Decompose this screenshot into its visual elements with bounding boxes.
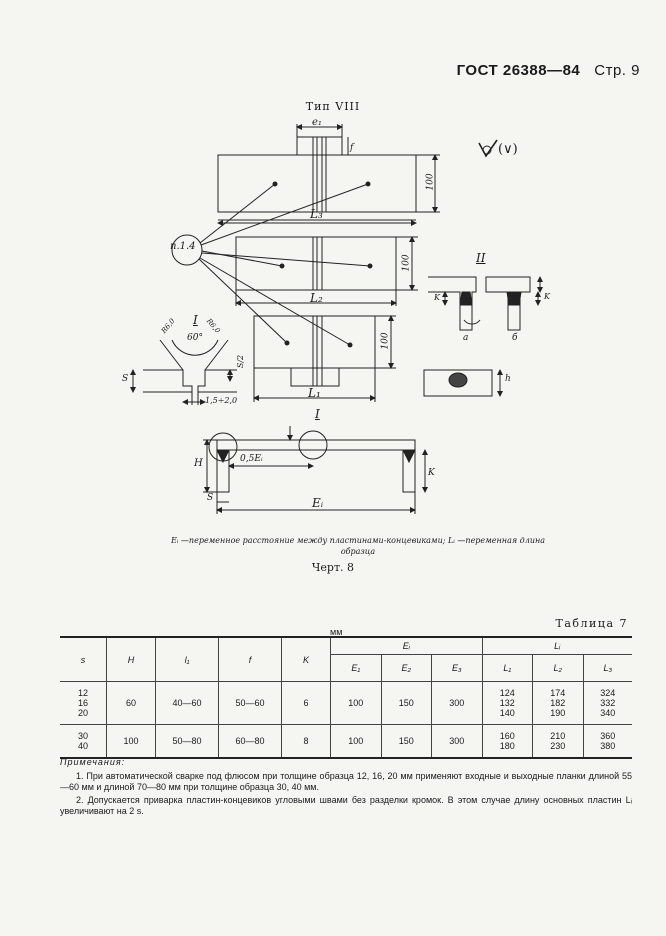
cell-H: 60 [107, 682, 156, 725]
cell-E2: 150 [381, 682, 432, 725]
figure-caption: Черт. 8 [311, 561, 355, 574]
col-H: H [107, 637, 156, 682]
type-title: Тип VIII [305, 100, 361, 113]
cell-E2: 150 [381, 725, 432, 759]
label-k-b: K [544, 292, 550, 301]
label-roman-i-b: I [315, 407, 320, 421]
label-k-a: K [434, 293, 440, 302]
table-row [60, 725, 632, 759]
cell-E1: 100 [331, 725, 382, 759]
weld-section [424, 370, 500, 396]
col-group-Ei: Eᵢ [331, 637, 483, 655]
label-s-half: S/2 [236, 354, 246, 369]
label-roman-i: I [193, 313, 198, 327]
label-r-right: R6,0 [204, 317, 222, 335]
cell-K: 8 [282, 725, 331, 759]
label-r-left: R6,0 [159, 317, 177, 335]
col-group-Li: Lᵢ [482, 637, 632, 655]
cell-H: 100 [107, 725, 156, 759]
label-Ei: Eᵢ [312, 496, 324, 510]
note-item: 2. Допускается приварка пластин-концевиков угловыми швами без разделки кромок. В этом случае длину основных пластин Lᵢ увеличивают на 2 s. [60, 795, 632, 816]
table-unit: мм [330, 627, 343, 637]
cell-E3: 300 [432, 725, 483, 759]
label-s-side: S [207, 493, 214, 503]
cell-l1: 50—80 [156, 725, 219, 759]
label-H: H [194, 458, 203, 469]
label-dim100-bottom: 100 [380, 332, 391, 350]
table-title: Таблица 7 [555, 617, 628, 630]
standard-number: ГОСТ 26388—84 [456, 62, 581, 79]
cell-L2: 210 230 [533, 725, 584, 759]
cell-s: 30 40 [60, 725, 107, 759]
col-E3: E₃ [432, 655, 483, 682]
notes-section [60, 757, 632, 819]
cell-l1: 40—60 [156, 682, 219, 725]
col-L2: L₂ [533, 655, 584, 682]
label-L2: L₂ [310, 291, 323, 305]
label-L3: L₃ [310, 207, 323, 221]
cell-L3: 360 380 [583, 725, 632, 759]
cell-K: 6 [282, 682, 331, 725]
col-L3: L₃ [583, 655, 632, 682]
label-roughness: (∨) [498, 142, 518, 157]
notes-heading: Примечания: [60, 757, 126, 767]
cell-E1: 100 [331, 682, 382, 725]
plate-assembly-bottom [254, 316, 396, 402]
table-7 [60, 636, 632, 759]
cell-L1: 160 180 [482, 725, 533, 759]
cell-L1: 124 132 140 [482, 682, 533, 725]
label-gap: 1,5÷2,0 [205, 396, 238, 405]
label-p14: п.1.4 [170, 241, 196, 252]
label-angle-60: 60° [187, 333, 203, 343]
table-row [60, 682, 632, 725]
plate-assembly-top [218, 124, 440, 223]
label-f: f [350, 143, 354, 153]
cell-f: 60—80 [219, 725, 282, 759]
page-header [457, 62, 640, 79]
col-l1: l₁ [156, 637, 219, 682]
col-s: s [60, 637, 107, 682]
label-dim100-middle: 100 [401, 254, 412, 272]
label-b: б [512, 333, 518, 343]
plate-assembly-middle [236, 237, 418, 306]
cell-E3: 300 [432, 682, 483, 725]
col-E1: E₁ [331, 655, 382, 682]
col-K: K [282, 637, 331, 682]
label-L1: L₁ [308, 386, 321, 400]
joint-detail-ii [428, 277, 540, 330]
label-h: h [505, 374, 511, 384]
col-E2: E₂ [381, 655, 432, 682]
note-item: 1. При автоматической сварке под флюсом при толщине образца 12, 16, 20 мм применяют входные и выходные планки длиной 55—60 мм и длиной 70—80 мм при толщине образца 30, 40 мм. [60, 771, 632, 792]
label-roman-ii: II [476, 251, 486, 265]
label-s-joint: S [122, 374, 129, 384]
label-K: K [428, 468, 435, 478]
cell-f: 50—60 [219, 682, 282, 725]
col-f: f [219, 637, 282, 682]
leader-lines [172, 184, 370, 345]
label-a: а [463, 333, 469, 343]
label-e1: e₁ [312, 117, 322, 128]
figure-legend: Eᵢ —переменное расстояние между пластинами-концевиками; Lᵢ —переменная длина образца [170, 536, 546, 556]
technical-drawing [0, 110, 666, 540]
label-half-ei: 0,5Eᵢ [240, 454, 263, 464]
col-L1: L₁ [482, 655, 533, 682]
cell-s: 12 16 20 [60, 682, 107, 725]
roughness-symbol [479, 140, 497, 156]
page-number: Стр. 9 [594, 62, 640, 79]
label-dim100-top: 100 [425, 173, 436, 191]
cell-L2: 174 182 190 [533, 682, 584, 725]
cell-L3: 324 332 340 [583, 682, 632, 725]
